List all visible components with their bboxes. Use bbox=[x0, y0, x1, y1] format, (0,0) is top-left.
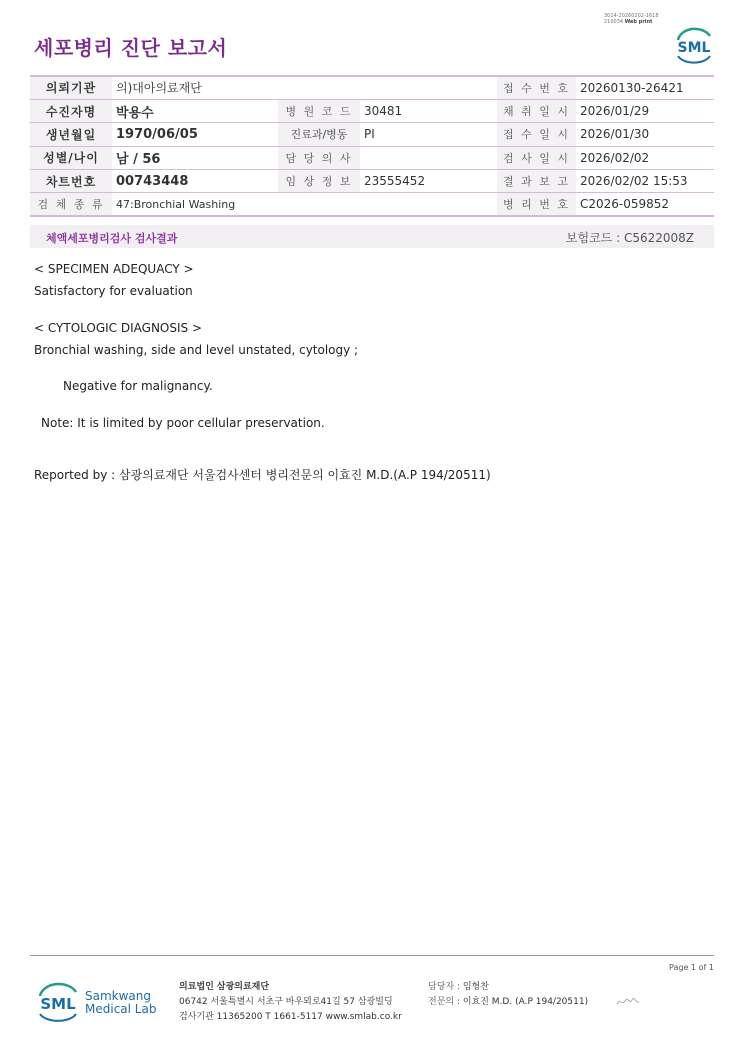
table-row bbox=[30, 146, 714, 169]
patient-name-value: 박용수 bbox=[116, 105, 154, 121]
document-code-line1: 3014-20260202-1618 bbox=[604, 13, 659, 19]
brand-line-2: Medical Lab bbox=[85, 1002, 157, 1016]
doctor-label: 담 당 의 사 bbox=[278, 146, 360, 169]
pathology-no-value: C2026-059852 bbox=[580, 197, 670, 212]
document-code bbox=[604, 13, 659, 25]
org-contact: 검사기관 11365200 T 1661-5117 www.smlab.co.kr bbox=[179, 1012, 402, 1022]
dept-value: PI bbox=[364, 127, 375, 142]
receipt-no-label: 접 수 번 호 bbox=[497, 76, 576, 99]
sml-logo-text: SML bbox=[677, 40, 711, 56]
sml-footer-logo-icon bbox=[36, 980, 80, 1024]
note-text: Note: It is limited by poor cellular preservation. bbox=[41, 416, 325, 430]
hospital-code-value: 30481 bbox=[364, 104, 403, 119]
footer-divider bbox=[30, 955, 714, 956]
chart-no-label: 차트번호 bbox=[30, 170, 112, 193]
manager-name: 임형찬 bbox=[462, 982, 489, 992]
adequacy-heading: < SPECIMEN ADEQUACY > bbox=[34, 262, 194, 276]
dept-label: 진료과/병동 bbox=[278, 123, 360, 146]
document-code-number: 210034 bbox=[604, 19, 624, 25]
footer-organization bbox=[179, 980, 402, 1025]
hospital-code-label: 병 원 코 드 bbox=[278, 99, 360, 122]
footer-staff bbox=[428, 980, 588, 1010]
requesting-org-label: 의뢰기관 bbox=[30, 76, 112, 99]
table-row bbox=[30, 99, 714, 122]
specimen-type-label: 검 체 종 류 bbox=[30, 193, 112, 216]
signature-icon bbox=[616, 996, 640, 1008]
web-print-tag: Web print bbox=[624, 19, 653, 25]
org-name: 의료법인 삼광의료재단 bbox=[179, 982, 270, 992]
specimen-type-value: 47:Bronchial Washing bbox=[116, 197, 236, 211]
org-address: 06742 서울특별시 서초구 바우뫼로41길 57 삼광빌딩 bbox=[179, 997, 393, 1007]
chart-no-value: 00743448 bbox=[116, 173, 189, 189]
sml-footer-logo-text: SML bbox=[40, 995, 76, 1013]
page-number: Page 1 of 1 bbox=[669, 963, 714, 972]
receipt-date-label: 접 수 일 시 bbox=[497, 123, 576, 146]
doctor-value bbox=[360, 146, 497, 169]
sex-age-value: 남 / 56 bbox=[116, 152, 161, 168]
brand-name bbox=[85, 990, 156, 1016]
requesting-org-value: 의)대아의료재단 bbox=[116, 81, 202, 96]
collection-date-value: 2026/01/29 bbox=[580, 104, 650, 119]
dob-value: 1970/06/05 bbox=[116, 126, 198, 142]
dob-label: 생년월일 bbox=[30, 123, 112, 146]
receipt-no-value: 20260130-26421 bbox=[580, 80, 684, 95]
result-report-label: 결 과 보 고 bbox=[497, 170, 576, 193]
specialist-name: 이효진 M.D. (A.P 194/20511) bbox=[462, 997, 589, 1007]
sml-logo-icon bbox=[672, 26, 716, 64]
table-row bbox=[30, 123, 714, 146]
exam-date-value: 2026/02/02 bbox=[580, 150, 650, 165]
clinical-info-label: 임 상 정 보 bbox=[278, 170, 360, 193]
specialist-label: 전문의 : bbox=[428, 997, 460, 1007]
diagnosis-heading: < CYTOLOGIC DIAGNOSIS > bbox=[34, 321, 203, 335]
patient-name-label: 수진자명 bbox=[30, 99, 112, 122]
manager-label: 담당자 : bbox=[428, 982, 460, 992]
result-section-bar bbox=[30, 225, 714, 248]
diagnosis-line-1: Bronchial washing, side and level unstated, cytology ; bbox=[34, 343, 359, 357]
clinical-info-value: 23555452 bbox=[364, 174, 426, 189]
brand-line-1: Samkwang bbox=[85, 989, 151, 1003]
result-report-value: 2026/02/02 15:53 bbox=[580, 174, 688, 189]
result-section-title: 체액세포병리검사 검사결과 bbox=[46, 232, 178, 245]
reported-by: Reported by : 삼광의료재단 서울검사센터 병리전문의 이효진 M.D.(A.P 194/20511) bbox=[34, 468, 491, 482]
table-row bbox=[30, 193, 714, 216]
page-title: 세포병리 진단 보고서 bbox=[34, 36, 228, 60]
patient-info-table bbox=[30, 75, 714, 217]
sex-age-label: 성별/나이 bbox=[30, 146, 112, 169]
pathology-no-label: 병 리 번 호 bbox=[497, 193, 576, 216]
diagnosis-line-2: Negative for malignancy. bbox=[63, 379, 213, 393]
exam-date-label: 검 사 일 시 bbox=[497, 146, 576, 169]
collection-date-label: 채 취 일 시 bbox=[497, 99, 576, 122]
adequacy-text: Satisfactory for evaluation bbox=[34, 284, 193, 298]
table-row bbox=[30, 170, 714, 193]
receipt-date-value: 2026/01/30 bbox=[580, 127, 650, 142]
insurance-code: 보험코드 : C5622008Z bbox=[565, 231, 694, 245]
table-row bbox=[30, 76, 714, 99]
